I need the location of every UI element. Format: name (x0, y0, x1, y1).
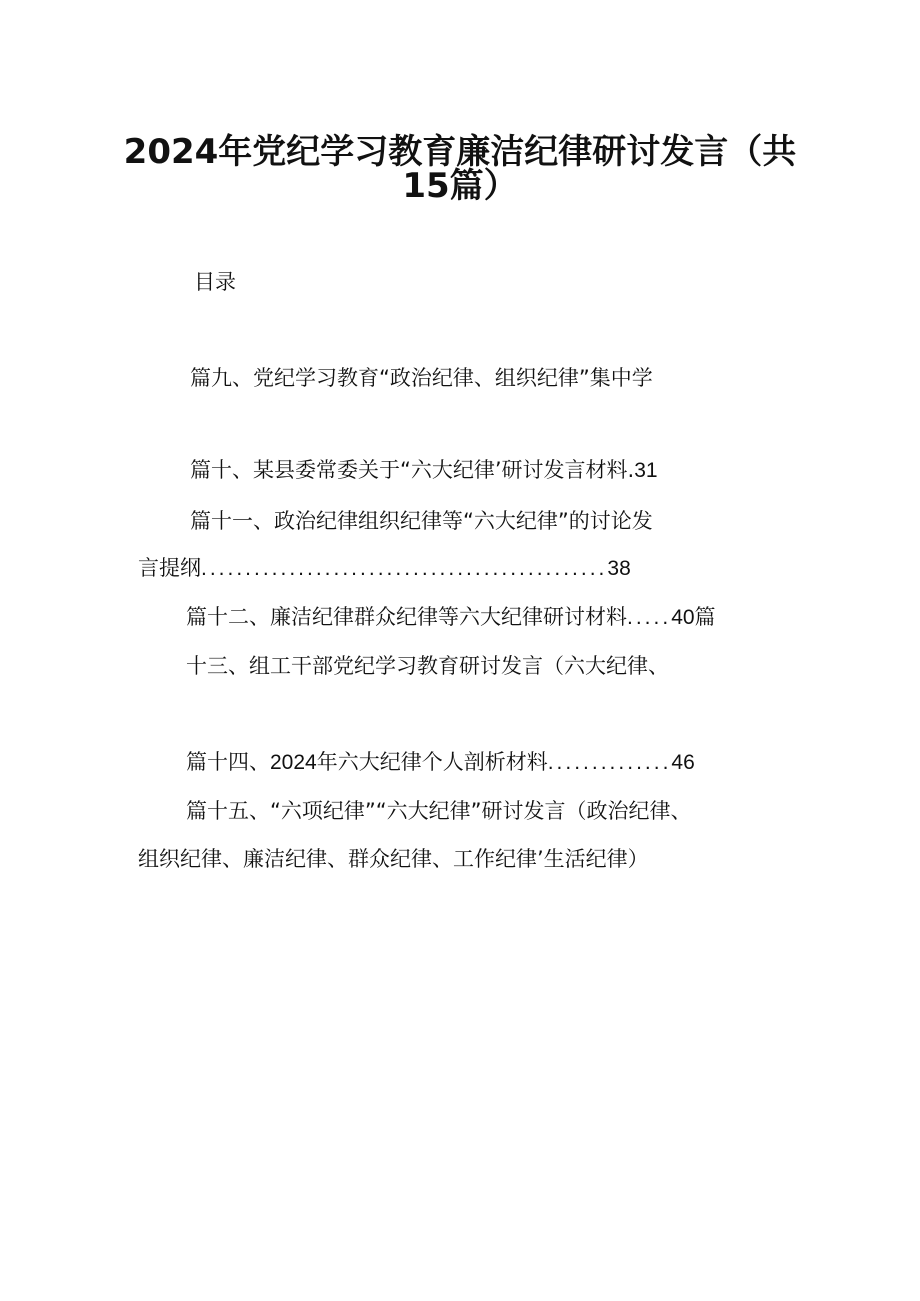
toc-item-14-dots: .............. (547, 751, 672, 774)
toc-item-14-year: 2024 (270, 751, 317, 774)
toc-item-14[interactable] (186, 748, 695, 777)
toc-item-14-page: 46 (671, 751, 695, 774)
toc-item-11-line-2[interactable] (138, 554, 631, 583)
toc-item-10-text: 篇十、某县委常委关于“六大纪律’研讨发言材料. (190, 458, 635, 482)
toc-item-12-trail: 篇 (694, 605, 716, 629)
toc-item-14-prefix: 篇十四、 (186, 750, 270, 774)
toc-item-9[interactable]: 篇九、党纪学习教育“政治纪律、组织纪律”集中学 (190, 366, 653, 390)
toc-item-12-text: 篇十二、廉洁纪律群众纪律等六大纪律研讨材料 (186, 605, 627, 629)
toc-item-11-line-1[interactable]: 篇十一、政治纪律组织纪律等“六大纪律”的讨论发 (190, 509, 653, 533)
toc-item-11-text: 言提纲 (138, 556, 201, 580)
toc-item-12-page: 40 (671, 606, 695, 629)
document-title-line-1: 2024年党纪学习教育廉洁纪律研讨发言（共 (123, 132, 797, 172)
toc-item-10[interactable] (190, 456, 658, 485)
toc-item-12-dots: ..... (627, 606, 672, 629)
toc-item-11-dots: .............................................. (201, 557, 608, 580)
document-title-line-2: 15篇） (402, 166, 518, 206)
toc-heading: 目录 (194, 270, 236, 294)
toc-item-11-page: 38 (607, 557, 631, 580)
toc-item-12[interactable] (186, 603, 716, 632)
toc-item-15-line-1[interactable]: 篇十五、“六项纪律”“六大纪律”研讨发言（政治纪律、 (186, 799, 692, 823)
toc-item-15-line-2[interactable]: 组织纪律、廉洁纪律、群众纪律、工作纪律’生活纪律） (138, 847, 649, 871)
toc-item-13[interactable]: 十三、组工干部党纪学习教育研讨发言（六大纪律、 (186, 654, 669, 678)
toc-item-14-text: 年六大纪律个人剖析材料 (316, 750, 548, 774)
toc-item-10-page: 31 (634, 459, 658, 482)
